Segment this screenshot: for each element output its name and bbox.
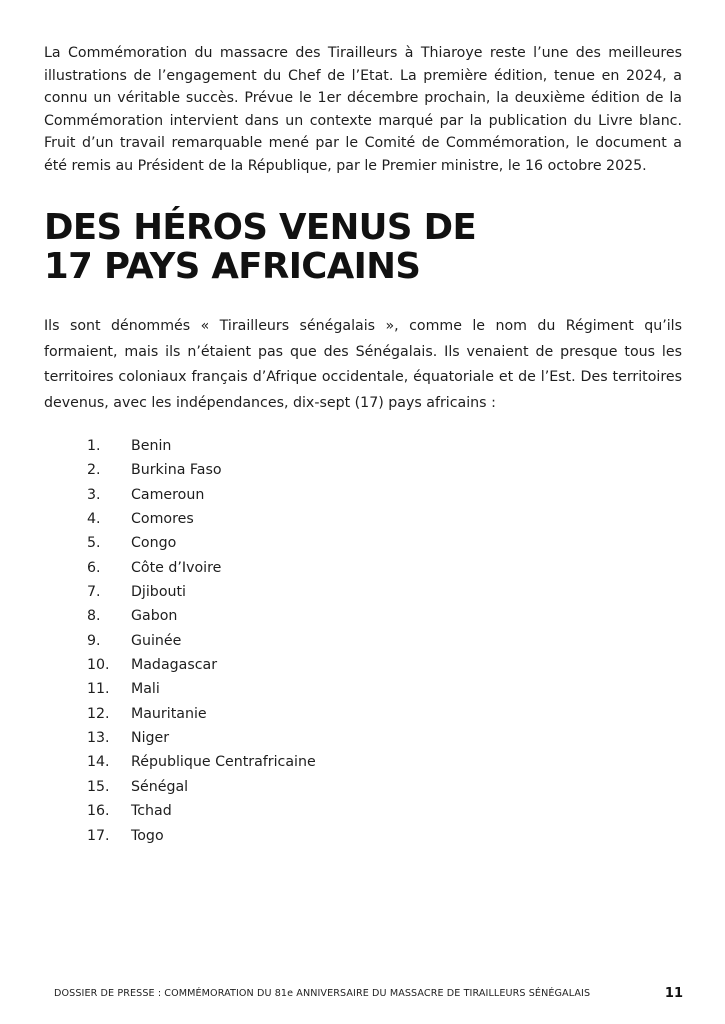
section-heading (44, 208, 684, 286)
list-item-number: 5. (87, 535, 101, 552)
body-paragraph: Ils sont dénommés « Tirailleurs sénégalais », comme le nom du Régiment qu’ils formaient, mais ils n’étaient pas que des Sénégalais. Ils venaient de presque tous les territoires coloniaux français d’Afrique occidentale, équatoriale et de l’Est. Des territoires devenus, avec les indépendances, dix-sept (17) pays africains : (44, 318, 682, 411)
list-item-number: 16. (87, 803, 110, 820)
list-item (87, 580, 316, 604)
list-item-country: Tchad (131, 803, 172, 820)
list-item-number: 9. (87, 632, 101, 649)
list-item (87, 531, 316, 555)
footer-text: DOSSIER DE PRESSE : COMMÉMORATION DU 81e ANNIVERSAIRE DU MASSACRE DE TIRAILLEURS SÉNÉGALAIS (54, 988, 591, 999)
list-item-number: 4. (87, 511, 101, 528)
list-item-number: 6. (87, 559, 101, 576)
list-item (87, 799, 316, 823)
list-item (87, 483, 316, 507)
list-item (87, 629, 316, 653)
list-item (87, 458, 316, 482)
list-item-country: Niger (131, 730, 170, 747)
list-item-country: Burkina Faso (131, 462, 222, 479)
list-item-country: Mali (131, 681, 160, 698)
list-item (87, 824, 316, 848)
list-item (87, 556, 316, 580)
list-item-number: 15. (87, 778, 110, 795)
list-item (87, 702, 316, 726)
page-number: 11 (664, 986, 683, 1001)
list-item-country: Benin (131, 438, 172, 454)
list-item-country: Côte d’Ivoire (131, 559, 222, 576)
list-item-number: 1. (87, 438, 101, 454)
list-item (87, 775, 316, 799)
list-item (87, 653, 316, 677)
list-item-country: Togo (131, 827, 164, 844)
list-item-number: 10. (87, 657, 110, 674)
list-item-country: Madagascar (131, 657, 218, 674)
list-item-number: 12. (87, 705, 110, 722)
country-list (87, 434, 316, 848)
list-item-country: Cameroun (131, 486, 205, 503)
list-item-country: Gabon (131, 608, 178, 625)
list-item-number: 11. (87, 681, 110, 698)
list-item-country: République Centrafricaine (131, 754, 316, 771)
list-item (87, 507, 316, 531)
intro-paragraph: La Commémoration du massacre des Tirailleurs à Thiaroye reste l’une des meilleures illustrations de l’engagement du Chef de l’Etat. La première édition, tenue en 2024, a connu un véritable succès. Prévue le 1er décembre prochain, la deuxième édition de la Commémoration intervient dans un contexte marqué par la publication du Livre blanc. Fruit d’un travail remarquable mené par le Comité de Commémoration, le document a été remis au Président de la République, par le Premier ministre, le 16 octobre 2025. (44, 45, 682, 174)
list-item (87, 726, 316, 750)
list-item-number: 3. (87, 486, 101, 503)
list-item-country: Comores (131, 511, 194, 528)
list-item (87, 434, 316, 458)
heading-line-2: 17 PAYS AFRICAINS (44, 246, 421, 287)
list-item-number: 7. (87, 584, 101, 601)
list-item (87, 750, 316, 774)
list-item-number: 13. (87, 730, 110, 747)
list-item-country: Congo (131, 535, 177, 552)
list-item-number: 14. (87, 754, 110, 771)
list-item-number: 8. (87, 608, 101, 625)
list-item-country: Sénégal (131, 778, 189, 795)
list-item-country: Mauritanie (131, 705, 207, 722)
list-item-number: 17. (87, 827, 110, 844)
list-item-country: Guinée (131, 632, 182, 649)
heading-line-1: DES HÉROS VENUS DE (44, 207, 477, 248)
list-item-country: Djibouti (131, 584, 186, 601)
list-item-number: 2. (87, 462, 101, 479)
list-item (87, 604, 316, 628)
list-item (87, 677, 316, 701)
